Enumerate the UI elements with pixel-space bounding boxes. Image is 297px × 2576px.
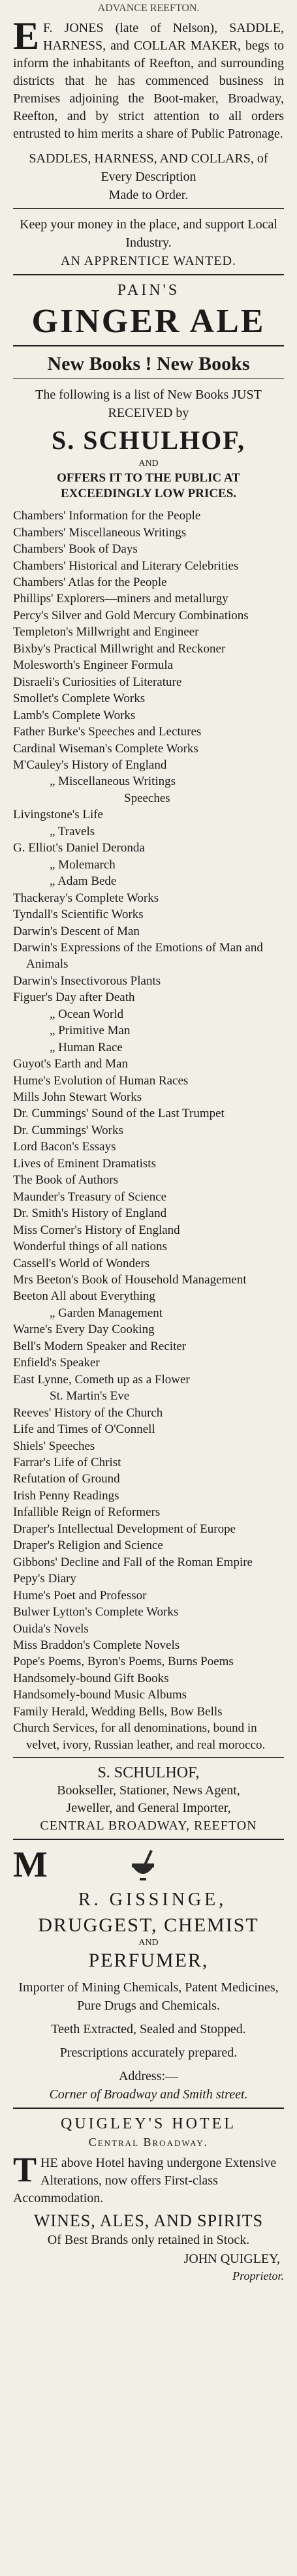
ginger-ale-title: GINGER ALE: [31, 303, 266, 340]
book-list-item: Gibbons' Decline and Fall of the Roman Empire: [13, 1555, 253, 1569]
book-list-item: „ Travels: [50, 824, 95, 838]
chemist-line1: Importer of Mining Chemicals, Patent Medicines, Pure Drugs and Chemicals.: [18, 1980, 279, 2014]
divider: [13, 208, 284, 209]
hotel-wines: WINES, ALES, AND SPIRITS: [33, 2211, 264, 2231]
book-list-item: Irish Penny Readings: [13, 1488, 119, 1503]
book-list-item: Draper's Religion and Science: [13, 1539, 163, 1553]
book-list-item: Family Herald, Wedding Bells, Bow Bells: [13, 1704, 223, 1719]
divider: [13, 1757, 284, 1758]
druggist-title: DRUGGEST, CHEMIST: [38, 1914, 259, 1937]
book-list-item: Pope's Poems, Byron's Poems, Burns Poems: [13, 1655, 234, 1669]
chemist-header: [13, 1847, 284, 1910]
saddler-line3: Keep your money in the place, and support Local Industry.: [20, 217, 277, 250]
book-list-item: Darwin's Descent of Man: [13, 924, 140, 938]
book-list-item: „ Adam Bede: [50, 874, 117, 889]
book-list-item: Maunder's Treasury of Science: [13, 1189, 167, 1204]
saddler-line2: Made to Order.: [108, 188, 189, 202]
book-list-item: Chambers' Information for the People: [13, 509, 201, 523]
book-list-item: Bulwer Lytton's Complete Works: [13, 1605, 179, 1619]
book-list-item: Warne's Every Day Cooking: [13, 1323, 155, 1337]
book-list-item: Lord Bacon's Essays: [13, 1140, 116, 1154]
saddler-line4: AN APPRENTICE WANTED.: [61, 254, 236, 268]
book-list-item: Ouida's Novels: [13, 1621, 89, 1636]
book-list-item: Pepy's Diary: [13, 1572, 76, 1586]
book-list-item: Chambers' Atlas for the People: [13, 575, 167, 589]
merchant-name: S. SCHULHOF,: [51, 425, 246, 455]
hotel-name: QUIGLEY'S HOTEL: [61, 2115, 236, 2133]
book-list-item: Father Burke's Speeches and Lectures: [13, 725, 202, 739]
book-list-item: Smollet's Complete Works: [13, 692, 146, 706]
chemist-body: [13, 1978, 284, 2104]
book-list-item: East Lynne, Cometh up as a Flower: [13, 1372, 190, 1387]
hotel-proprietor: JOHN QUIGLEY,: [183, 2252, 280, 2267]
book-list-item: Handsomely-bound Gift Books: [13, 1671, 169, 1685]
book-list-item: Darwin's Expressions of the Emotions of Man and Animals: [13, 940, 263, 972]
book-list-item: Life and Times of O'Connell: [13, 1422, 155, 1437]
book-list-item: „ Miscellaneous Writings: [50, 774, 176, 789]
book-list-item: Molesworth's Engineer Formula: [13, 658, 174, 673]
chemist-dropcap: M: [13, 1845, 48, 1886]
hotel-location: Central Broadway.: [88, 2136, 209, 2149]
book-list-item: „ Primitive Man: [50, 1024, 131, 1038]
saddler-paragraph: F. JONES (late of Nelson), SADDLE, HARNESS, and COLLAR MAKER, begs to inform the inhabitants of Reefton, and surrounding districts that he has commenced business in Premises adjoining the Boot-maker, Broadway, Reefton, and by strict attention to all orders entrusted to him merits a share of Public Patronage.: [13, 21, 284, 141]
book-list-item: Figuer's Day after Death: [13, 990, 135, 1005]
saddler-dropcap: E: [13, 14, 40, 57]
chemist-line3: Prescriptions accurately prepared.: [59, 2046, 238, 2061]
book-list-item: Phillips' Explorers—miners and metallurgy: [13, 592, 228, 606]
divider: [13, 345, 284, 346]
book-list-item: Cardinal Wiseman's Complete Works: [13, 741, 198, 756]
chemist-address-label: Address:—: [118, 2069, 179, 2084]
footer-line1: Bookseller, Stationer, News Agent,: [57, 1783, 240, 1798]
pains-title: PAIN'S: [117, 282, 180, 299]
footer-line2: Jeweller, and General Importer,: [66, 1801, 231, 1816]
book-list-item: Draper's Intellectual Development of Europe: [13, 1522, 236, 1536]
book-list-item: Thackeray's Complete Works: [13, 891, 159, 905]
divider: [13, 378, 284, 379]
book-list-item: Dr. Smith's History of England: [13, 1206, 167, 1221]
footer-line3: CENTRAL BROADWAY, REEFTON: [40, 1818, 257, 1833]
book-list-item: „ Ocean World: [50, 1007, 124, 1021]
book-list-item: Infallible Reign of Reformers: [13, 1505, 161, 1520]
book-list-item: Darwin's Insectivorous Plants: [13, 974, 161, 988]
footer-address: [13, 1782, 284, 1835]
book-list-item: Mrs Beeton's Book of Household Management: [13, 1273, 247, 1287]
book-list-item: Enfield's Speaker: [13, 1356, 100, 1370]
book-list-item: G. Elliot's Daniel Deronda: [13, 841, 145, 855]
hotel-body: [13, 2150, 284, 2207]
book-list-item: Speeches: [124, 791, 170, 805]
book-list-item: Church Services, for all denominations, bound in velvet, ivory, Russian leather, and real morocco.: [13, 1721, 266, 1752]
book-list-item: Miss Corner's History of England: [13, 1223, 180, 1237]
hotel-dropcap: T: [13, 2150, 37, 2190]
book-list-item: The Book of Authors: [13, 1173, 118, 1188]
book-list-item: Percy's Silver and Gold Mercury Combinations: [13, 608, 249, 622]
book-list-item: „ Garden Management: [50, 1306, 163, 1320]
chemist-address: Corner of Broadway and Smith street.: [49, 2087, 248, 2102]
book-list-item: „ Human Race: [50, 1040, 123, 1054]
divider: [13, 2108, 284, 2109]
divider: [13, 274, 284, 275]
book-list-item: Dr. Cummings' Works: [13, 1123, 123, 1137]
book-list: [13, 508, 284, 1753]
book-list-item: Cassell's World of Wonders: [13, 1256, 150, 1270]
saddler-advertisement: [13, 14, 284, 143]
hotel-wines-sub: Of Best Brands only retained in Stock.: [47, 2233, 250, 2248]
book-list-item: Livingstone's Life: [13, 808, 103, 822]
book-list-item: Hume's Evolution of Human Races: [13, 1073, 189, 1088]
book-list-item: Chambers' Book of Days: [13, 542, 138, 557]
book-list-item: St. Martin's Eve: [50, 1389, 130, 1403]
book-list-item: Bixby's Practical Millwright and Reckoner: [13, 641, 226, 656]
saddler-line1: SADDLES, HARNESS, AND COLLARS, of Every Description: [29, 151, 268, 184]
book-list-item: Tyndall's Scientific Works: [13, 908, 144, 922]
book-list-item: Disraeli's Curiosities of Literature: [13, 675, 182, 689]
book-list-item: Bell's Modern Speaker and Reciter: [13, 1339, 187, 1353]
book-list-item: Guyot's Earth and Man: [13, 1057, 128, 1071]
book-list-item: Wonderful things of all nations: [13, 1240, 167, 1254]
footer-merchant-name: S. SCHULHOF,: [97, 1764, 200, 1782]
hotel-proprietor-title: Proprietor.: [232, 2269, 284, 2283]
perfumer-title: PERFUMER,: [88, 1950, 209, 1972]
book-list-item: Beeton All about Everything: [13, 1289, 155, 1304]
book-list-item: Chambers' Miscellaneous Writings: [13, 525, 187, 540]
book-list-item: Farrar's Life of Christ: [13, 1456, 121, 1469]
book-list-item: Reeves' History of the Church: [13, 1405, 163, 1420]
book-list-item: Handsomely-bound Music Albums: [13, 1688, 187, 1702]
book-list-item: Hume's Poet and Professor: [13, 1588, 147, 1602]
book-list-item: Lamb's Complete Works: [13, 708, 136, 722]
book-list-item: Lives of Eminent Dramatists: [13, 1156, 156, 1171]
books-intro: The following is a list of New Books JUST RECEIVED by: [35, 387, 262, 420]
book-list-item: Miss Braddon's Complete Novels: [13, 1638, 180, 1652]
and-word: AND: [138, 458, 159, 468]
and-word: AND: [138, 1938, 159, 1948]
mortar-pestle-icon: [128, 1849, 158, 1883]
chemist-line2: Teeth Extracted, Sealed and Stopped.: [51, 2022, 246, 2037]
chemist-name-block: [59, 1847, 227, 1910]
book-list-item: Refutation of Ground: [13, 1472, 120, 1486]
book-list-item: Shiels' Speeches: [13, 1439, 95, 1453]
books-offers: OFFERS IT TO THE PUBLIC AT EXCEEDINGLY LOW PRICES.: [57, 470, 240, 501]
chemist-name: R. GISSINGE,: [78, 1890, 227, 1910]
new-books-heading: New Books ! New Books: [47, 352, 250, 375]
book-list-item: Mills John Stewart Works: [13, 1090, 142, 1105]
hotel-paragraph: HE above Hotel having undergone Extensive Alterations, now offers First-class Accommodation.: [13, 2156, 277, 2206]
book-list-item: M'Cauley's History of England: [13, 758, 167, 772]
book-list-item: „ Molemarch: [50, 857, 116, 872]
divider: [13, 1839, 284, 1840]
book-list-item: Chambers' Historical and Literary Celebrities: [13, 559, 239, 573]
book-list-item: Templeton's Millwright and Engineer: [13, 625, 199, 639]
book-list-item: Dr. Cummings' Sound of the Last Trumpet: [13, 1107, 225, 1121]
header-top-line: ADVANCE REEFTON.: [97, 3, 200, 14]
